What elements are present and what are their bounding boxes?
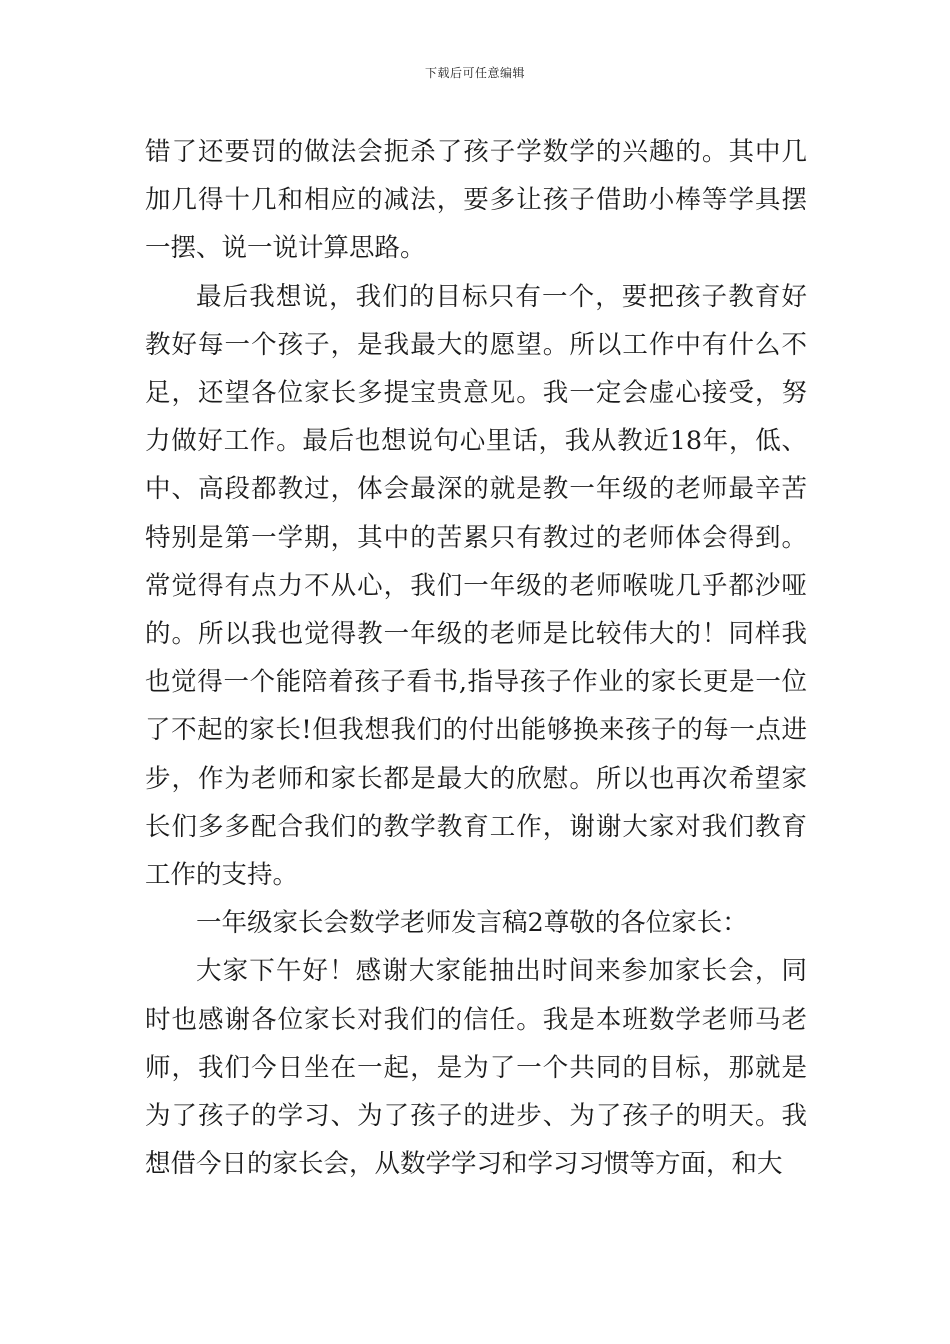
paragraph-closing-remarks: 最后我想说，我们的目标只有一个，要把孩子教育好教好每一个孩子，是我最大的愿望。所以工作中有什么不足，还望各位家长多提宝贵意见。我一定会虚心接受，努力做好工作。最后也想说句心里话，我从教近18年，低、中、高段都教过，体会最深的就是教一年级的老师最辛苦特别是第一学期，其中的苦累只有教过的老师体会得到。常觉得有点力不从心，我们一年级的老师喉咙几乎都沙哑的。所以我也觉得教一年级的老师是比较伟大的！同样我也觉得一个能陪着孩子看书,指导孩子作业的家长更是一位了不起的家长!但我想我们的付出能够换来孩子的每一点进步，作为老师和家长都是最大的欣慰。所以也再次希望家长们多多配合我们的教学教育工作，谢谢大家对我们教育工作的支持。 xyxy=(145,281,807,891)
paragraph-greeting: 大家下午好！感谢大家能抽出时间来参加家长会，同时也感谢各位家长对我们的信任。我是本班数学老师马老师，我们今日坐在一起，是为了一个共同的目标，那就是为了孩子的学习、为了孩子的进步、为了孩子的明天。我想借今日的家长会，从数学学习和学习习惯等方面，和大 xyxy=(145,956,807,1180)
header-note: 下载后可任意编辑 xyxy=(424,66,525,80)
paragraph-continuation: 错了还要罚的做法会扼杀了孩子学数学的兴趣的。其中几加几得十几和相应的减法，要多让孩子借助小棒等学具摆一摆、说一说计算思路。 xyxy=(145,137,807,264)
paragraph-speech-title: 一年级家长会数学老师发言稿2尊敬的各位家长： xyxy=(196,908,748,939)
document-body xyxy=(145,128,807,1188)
